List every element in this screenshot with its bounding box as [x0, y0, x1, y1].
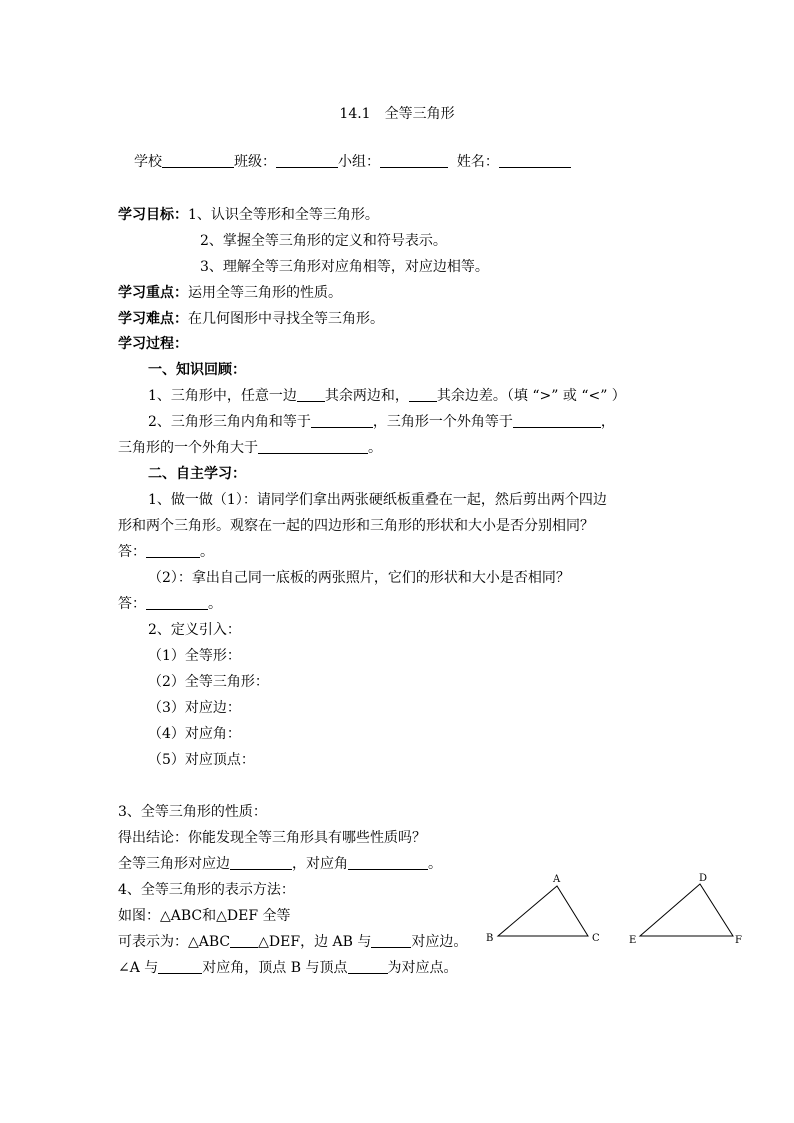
vertex-label-e: E	[629, 935, 637, 946]
difficulty-row	[118, 309, 384, 329]
nota-text-c: 对应边。	[411, 934, 468, 950]
class-label: 班级：	[234, 154, 276, 170]
goals-label: 学习目标：	[118, 207, 188, 223]
definition-item: （3）对应边：	[148, 700, 241, 716]
definition-item: （2）全等三角形：	[148, 674, 269, 690]
prop-text-c: 。	[428, 856, 442, 872]
answer-row-1	[118, 542, 214, 562]
prop-text-b: ，对应角	[292, 856, 348, 872]
q2-blank-2[interactable]	[513, 413, 601, 428]
answer-row-2	[118, 594, 222, 614]
answer-label: 答：	[118, 544, 146, 560]
self-study-heading: 二、自主学习：	[148, 466, 246, 482]
q2-text-e: 。	[368, 440, 382, 456]
answer-blank-1[interactable]	[146, 543, 200, 558]
school-label: 学校	[134, 154, 162, 170]
goals-row-1	[118, 205, 379, 225]
do1-text: 1、做一做（1）：请同学们拿出两张硬纸板重叠在一起，然后剪出两个四边	[148, 492, 607, 508]
goal-item: 2、掌握全等三角形的定义和符号表示。	[200, 233, 447, 249]
difficulty-text: 在几何图形中寻找全等三角形。	[188, 311, 384, 327]
triangle-figure	[480, 868, 780, 953]
page-title: 14.1 全等三角形	[339, 106, 455, 122]
group-blank[interactable]	[380, 153, 448, 168]
vertex-label-f: F	[735, 935, 742, 946]
q1-text-a: 1、三角形中，任意一边	[148, 388, 297, 404]
q2-text-b: ，三角形一个外角等于	[372, 414, 513, 430]
nota-blank-2[interactable]	[371, 933, 411, 948]
period: 。	[200, 544, 214, 560]
vertex-label-b: B	[486, 933, 494, 944]
notation-row-2	[118, 958, 458, 978]
process-label: 学习过程：	[118, 336, 188, 352]
class-blank[interactable]	[276, 153, 338, 168]
q2-blank-3[interactable]	[258, 439, 368, 454]
period: 。	[208, 596, 222, 612]
nota-text-f: 为对应点。	[387, 960, 458, 976]
q1-blank-2[interactable]	[409, 387, 437, 402]
triangle-abc	[498, 886, 588, 936]
nota-text-e: 对应角，顶点 B 与顶点	[202, 960, 348, 976]
student-info-row	[134, 151, 571, 171]
properties-heading: 3、全等三角形的性质：	[118, 804, 267, 820]
q2-blank-1[interactable]	[311, 413, 373, 428]
vertex-label-d: D	[699, 873, 708, 884]
answer-label: 答：	[118, 596, 146, 612]
definition-item: （1）全等形：	[148, 648, 241, 664]
vertex-label-a: A	[553, 874, 561, 885]
nota-text-d: ∠A 与	[118, 960, 159, 976]
goal-item: 3、理解全等三角形对应角相等，对应边相等。	[200, 259, 489, 275]
nota-text-a: 可表示为：△ABC	[118, 934, 231, 950]
triangle-def	[640, 884, 733, 936]
q2-text-d: 三角形的一个外角大于	[118, 440, 258, 456]
do1-text-cont: 形和两个三角形。观察在一起的四边形和三角形的形状和大小是否分别相同？	[118, 518, 594, 534]
difficulty-label: 学习难点：	[118, 311, 188, 327]
prop-blank-1[interactable]	[230, 855, 292, 870]
q1-blank-1[interactable]	[297, 387, 325, 402]
definition-item: （5）对应顶点：	[148, 752, 255, 768]
vertex-label-c: C	[592, 933, 600, 944]
review-heading: 一、知识回顾：	[148, 362, 246, 378]
key-point-row	[118, 283, 342, 303]
properties-conclusion: 得出结论：你能发现全等三角形具有哪些性质吗？	[118, 830, 426, 846]
name-label: 姓名：	[456, 154, 499, 170]
notation-row-1	[118, 932, 467, 952]
nota-blank-4[interactable]	[348, 959, 388, 974]
review-q2-cont	[118, 438, 382, 458]
review-q1	[148, 386, 626, 406]
notation-heading: 4、全等三角形的表示方法：	[118, 882, 295, 898]
name-blank[interactable]	[499, 153, 571, 168]
properties-fill-row	[118, 854, 442, 874]
group-label: 小组：	[338, 154, 380, 170]
school-blank[interactable]	[162, 153, 234, 168]
definition-item: （4）对应角：	[148, 726, 241, 742]
q2-text-a: 2、三角形三角内角和等于	[148, 414, 311, 430]
definition-heading: 2、定义引入：	[148, 622, 241, 638]
answer-blank-2[interactable]	[146, 595, 208, 610]
prop-blank-2[interactable]	[348, 855, 428, 870]
review-q2	[148, 412, 615, 432]
nota-blank-1[interactable]	[230, 933, 258, 948]
prop-text-a: 全等三角形对应边	[118, 856, 230, 872]
goal-item: 1、认识全等形和全等三角形。	[188, 207, 379, 223]
do2-text: （2）：拿出自己同一底板的两张照片，它们的形状和大小是否相同？	[148, 570, 570, 586]
key-point-label: 学习重点：	[118, 285, 188, 301]
q1-text-b: 其余两边和，	[324, 388, 409, 404]
key-point-text: 运用全等三角形的性质。	[188, 285, 342, 301]
notation-figure-text: 如图：△ABC和△DEF 全等	[118, 908, 291, 924]
nota-blank-3[interactable]	[158, 959, 202, 974]
q1-text-c: 其余边差。（填 “>” 或 “<” ）	[436, 388, 626, 404]
q2-text-c: ，	[600, 414, 615, 430]
nota-text-b: △DEF，边 AB 与	[258, 934, 372, 950]
